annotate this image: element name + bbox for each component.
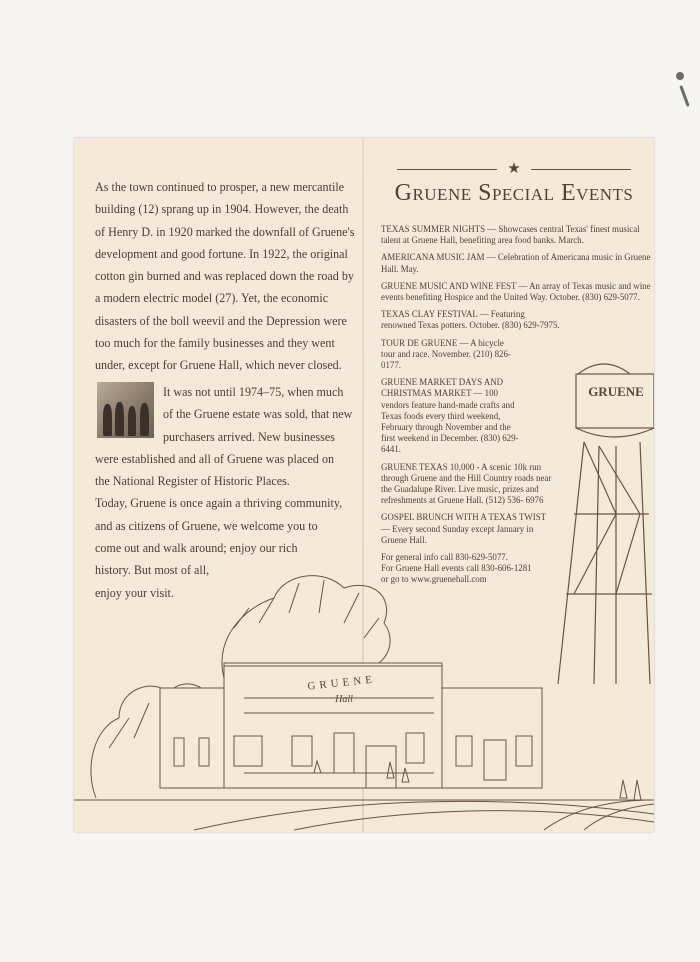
event-title: TEXAS SUMMER NIGHTS — (381, 224, 497, 234)
star-icon: ★ (507, 161, 521, 177)
text-line: come out and walk around; enjoy our rich (95, 541, 298, 556)
event-title: GOSPEL BRUNCH WITH A TEXAS TWIST — (381, 512, 546, 534)
event-description: A scenic 10k run through Gruene and the Hill Country roads near the Guadalupe River. Live music, prizes and refreshments at Gruene Hall. (512) 536- 6976 (381, 461, 552, 506)
event-description: Featuring renowned Texas potters. October. (830) 629-7975. (381, 309, 560, 331)
events-header (383, 162, 645, 207)
hall-sign-script: Hall (335, 694, 353, 705)
contact-line: For general info call 830-629-5077. (381, 552, 508, 563)
text-line: history. But most of all, (95, 563, 210, 578)
event-item (381, 281, 651, 303)
text-line: were established and all of Gruene was placed on (95, 451, 335, 466)
title-rule-left (397, 169, 497, 170)
title-rule-right (531, 169, 631, 170)
event-item (381, 512, 546, 546)
event-description: A bicycle tour and race. November. (210) 826-0177. (381, 337, 511, 371)
text-line: purchasers arrived. New businesses (163, 429, 335, 444)
event-description: 100 vendors feature hand-made crafts and Texas foods every third weekend, February through November and the first weekend in December. (830) 629-6441. (381, 388, 519, 455)
text-line: It was not until 1974–75, when much (163, 385, 344, 399)
event-title: GRUENE MARKET DAYS AND CHRISTMAS MARKET — (381, 377, 504, 399)
event-item (381, 252, 651, 274)
text-line: enjoy your visit. (95, 585, 174, 600)
event-title: GRUENE MUSIC AND WINE FEST — (381, 280, 528, 291)
scan-speck (676, 72, 684, 80)
hall-sign: GRUENE (306, 673, 377, 693)
event-item (381, 462, 556, 507)
contact-line: For Gruene Hall events call 830-606-1281 (381, 563, 532, 574)
scan-speck (679, 85, 689, 107)
events-title: Gruene Special Events (394, 180, 634, 206)
event-item (381, 224, 651, 246)
event-title: GRUENE TEXAS 10,000 - (381, 461, 480, 472)
history-text: As the town continued to prosper, a new mercantile building (12) sprang up in 1904. However, the death of Henry D. in 1920 marked the downfall of Gruene's development and good fortune. In 1922, the original cotton gin burned and was replaced down the road by a modern electric model (27). Yet, the economic disasters of the boll weevil and the Depression were too much for the family businesses and they went under, except for Gruene Hall, which never closed. (95, 180, 355, 373)
event-title: AMERICANA MUSIC JAM — (381, 252, 496, 263)
history-paragraph (95, 176, 355, 377)
event-description: An array of Texas music and wine events benefiting Hospice and the United Way. October. (830) 629-5077. (381, 280, 651, 303)
tower-sign: GRUENE (588, 384, 644, 399)
event-item (381, 338, 511, 372)
event-item (381, 309, 561, 331)
text-line: and as citizens of Gruene, we welcome you to (95, 518, 318, 533)
text-line: Today, Gruene is once again a thriving community, (95, 496, 343, 511)
event-item (381, 377, 521, 455)
event-title: TOUR DE GRUENE — (381, 337, 469, 348)
brochure-page (74, 138, 654, 832)
event-description: Celebration of Americana music in Gruene Hall. May. (381, 252, 651, 274)
event-title: TEXAS CLAY FESTIVAL — (381, 309, 489, 320)
text-line: of the Gruene estate was sold, that new (163, 407, 353, 422)
text-line: the National Register of Historic Places. (95, 474, 290, 489)
gruene-hall-illustration (74, 568, 654, 832)
event-description: Showcases central Texas' finest musical talent at Gruene Hall, benefiting area food banks. March. (381, 224, 640, 246)
contact-line: or go to www.gruenehall.com (381, 574, 487, 585)
event-description: Every second Sunday except January in Gruene Hall. (381, 523, 534, 545)
